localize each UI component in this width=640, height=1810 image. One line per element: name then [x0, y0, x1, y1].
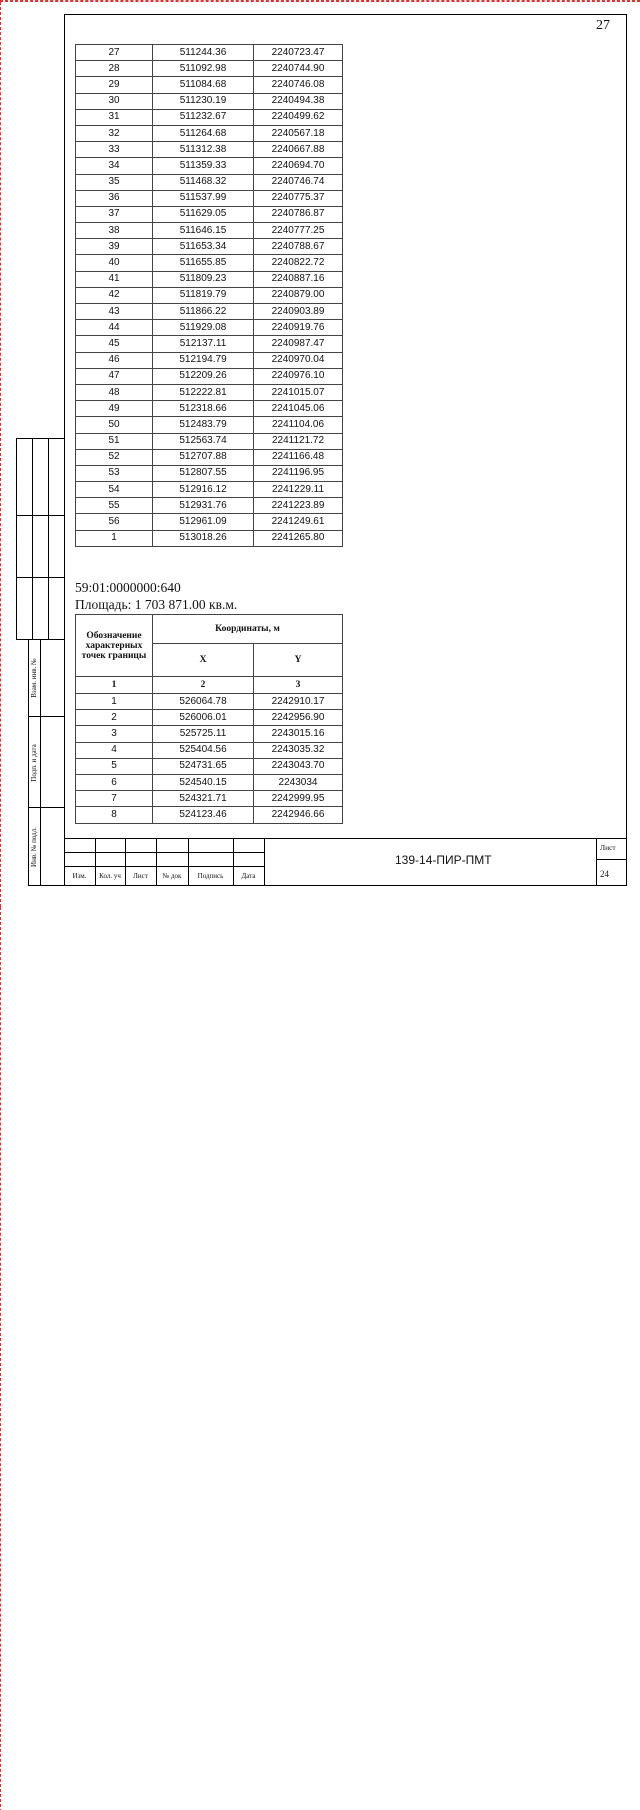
point-number: 49 — [76, 401, 153, 417]
coordinates-table — [75, 614, 343, 824]
coord-y: 2241166.48 — [254, 449, 343, 465]
coord-y: 2240723.47 — [254, 45, 343, 61]
header-x: X — [153, 644, 254, 677]
table-row — [76, 530, 343, 546]
parcel-cadastral-number: 59:01:0000000:640 — [75, 580, 181, 595]
coord-x: 512807.55 — [153, 465, 254, 481]
point-number: 47 — [76, 368, 153, 384]
col-podpis: Подпись — [197, 872, 224, 880]
point-number: 6 — [76, 774, 153, 790]
coord-x: 512222.81 — [153, 384, 254, 400]
coord-y: 2243034 — [254, 774, 343, 790]
coord-y: 2240775.37 — [254, 190, 343, 206]
coord-y: 2240777.25 — [254, 223, 343, 239]
document-code: 139-14-ПИР-ПМТ — [395, 853, 492, 867]
coord-x: 511653.34 — [153, 239, 254, 255]
point-number: 2 — [76, 710, 153, 726]
col-izm: Изм. — [72, 872, 87, 880]
point-number: 56 — [76, 514, 153, 530]
coord-y: 2240822.72 — [254, 255, 343, 271]
coord-x: 511092.98 — [153, 61, 254, 77]
coord-x: 513018.26 — [153, 530, 254, 546]
coord-y: 2241045.06 — [254, 401, 343, 417]
title-block — [64, 838, 627, 886]
coordinates-table-continued — [75, 44, 343, 547]
coord-y: 2241249.61 — [254, 514, 343, 530]
table-row — [76, 710, 343, 726]
point-number: 55 — [76, 498, 153, 514]
coord-y: 2240879.00 — [254, 287, 343, 303]
coord-x: 511084.68 — [153, 77, 254, 93]
coord-x: 512209.26 — [153, 368, 254, 384]
col-n-dok: № док — [162, 872, 182, 880]
coord-x: 512137.11 — [153, 336, 254, 352]
coord-x: 512961.09 — [153, 514, 254, 530]
coord-x: 511866.22 — [153, 304, 254, 320]
point-number: 38 — [76, 223, 153, 239]
point-number: 50 — [76, 417, 153, 433]
coord-x: 511232.67 — [153, 109, 254, 125]
coord-x: 512483.79 — [153, 417, 254, 433]
coord-y: 2240746.08 — [254, 77, 343, 93]
coord-y: 2240970.04 — [254, 352, 343, 368]
point-number: 43 — [76, 304, 153, 320]
point-number: 45 — [76, 336, 153, 352]
coord-y: 2242946.66 — [254, 807, 343, 823]
table-row — [76, 142, 343, 158]
coord-y: 2241223.89 — [254, 498, 343, 514]
cut-line-left — [0, 2, 1, 907]
table-row — [76, 368, 343, 384]
coord-y: 2240494.38 — [254, 93, 343, 109]
table-row — [76, 206, 343, 222]
coord-x: 524540.15 — [153, 774, 254, 790]
table-row — [76, 45, 343, 61]
coord-x: 512318.66 — [153, 401, 254, 417]
coord-x: 512707.88 — [153, 449, 254, 465]
coord-x: 526064.78 — [153, 694, 254, 710]
point-number: 54 — [76, 482, 153, 498]
coord-y: 2240744.90 — [254, 61, 343, 77]
coord-y: 2241196.95 — [254, 465, 343, 481]
table-row — [76, 271, 343, 287]
table-row — [76, 336, 343, 352]
table-row — [76, 433, 343, 449]
table-row — [76, 514, 343, 530]
coord-y: 2242956.90 — [254, 710, 343, 726]
table-row — [76, 190, 343, 206]
coord-y: 2243043.70 — [254, 758, 343, 774]
coord-y: 2242999.95 — [254, 791, 343, 807]
coord-x: 511244.36 — [153, 45, 254, 61]
table-row — [76, 61, 343, 77]
col-kol-uch: Кол. уч — [99, 872, 121, 880]
table-row — [76, 807, 343, 823]
coord-y: 2241265.80 — [254, 530, 343, 546]
point-number: 37 — [76, 206, 153, 222]
table-row — [76, 465, 343, 481]
table-row — [76, 742, 343, 758]
point-number: 4 — [76, 742, 153, 758]
point-number: 1 — [76, 530, 153, 546]
table-row — [76, 255, 343, 271]
coord-x: 511646.15 — [153, 223, 254, 239]
table-row — [76, 726, 343, 742]
point-number: 5 — [76, 758, 153, 774]
table-row — [76, 482, 343, 498]
table-row — [76, 174, 343, 190]
page-number: 27 — [596, 18, 610, 33]
table-row — [76, 223, 343, 239]
coord-y: 2240499.62 — [254, 109, 343, 125]
coord-x: 512563.74 — [153, 433, 254, 449]
point-number: 27 — [76, 45, 153, 61]
cut-line-bottom — [0, 1, 640, 2]
header-point-designation: Обозначение характерных точек границы — [76, 615, 153, 677]
coord-x: 511629.05 — [153, 206, 254, 222]
coord-x: 511312.38 — [153, 142, 254, 158]
point-number: 32 — [76, 125, 153, 141]
table-row — [76, 320, 343, 336]
table-row — [76, 304, 343, 320]
table-row — [76, 239, 343, 255]
coord-x: 512931.76 — [153, 498, 254, 514]
label-podp-data: Подп. и дата — [30, 744, 38, 782]
point-number: 29 — [76, 77, 153, 93]
coord-y: 2240746.74 — [254, 174, 343, 190]
point-number: 53 — [76, 465, 153, 481]
point-number: 31 — [76, 109, 153, 125]
point-number: 1 — [76, 694, 153, 710]
point-number: 51 — [76, 433, 153, 449]
coord-y: 2240887.16 — [254, 271, 343, 287]
coord-y: 2240976.10 — [254, 368, 343, 384]
point-number: 30 — [76, 93, 153, 109]
table-row — [76, 498, 343, 514]
table-row — [76, 417, 343, 433]
table-row — [76, 109, 343, 125]
coord-x: 524731.65 — [153, 758, 254, 774]
coord-x: 525725.11 — [153, 726, 254, 742]
coord-y: 2243035.32 — [254, 742, 343, 758]
table-row — [76, 93, 343, 109]
point-number: 34 — [76, 158, 153, 174]
point-number: 3 — [76, 726, 153, 742]
sheet-number: 24 — [600, 869, 609, 879]
label-inv-podl: Инв. № подл. — [30, 827, 38, 867]
point-number: 33 — [76, 142, 153, 158]
table-row — [76, 77, 343, 93]
table-row — [76, 694, 343, 710]
table-row — [76, 791, 343, 807]
coord-x: 512916.12 — [153, 482, 254, 498]
table-row — [76, 401, 343, 417]
coord-x: 524123.46 — [153, 807, 254, 823]
col-list: Лист — [133, 872, 148, 880]
point-number: 41 — [76, 271, 153, 287]
table-row — [76, 384, 343, 400]
point-number: 44 — [76, 320, 153, 336]
coord-x: 511929.08 — [153, 320, 254, 336]
header-coordinates: Координаты, м — [153, 615, 343, 644]
coord-x: 511819.79 — [153, 287, 254, 303]
point-number: 39 — [76, 239, 153, 255]
point-number: 46 — [76, 352, 153, 368]
coord-y: 2240903.89 — [254, 304, 343, 320]
coord-x: 511264.68 — [153, 125, 254, 141]
cut-line-right — [0, 907, 1, 1810]
point-number: 36 — [76, 190, 153, 206]
coord-y: 2240919.76 — [254, 320, 343, 336]
point-number: 48 — [76, 384, 153, 400]
table-row — [76, 125, 343, 141]
table-row — [76, 287, 343, 303]
sheet-label: Лист — [600, 843, 616, 852]
coord-x: 511468.32 — [153, 174, 254, 190]
coord-x: 524321.71 — [153, 791, 254, 807]
coord-y: 2240788.67 — [254, 239, 343, 255]
table-row — [76, 158, 343, 174]
coord-x: 511359.33 — [153, 158, 254, 174]
col-data: Дата — [241, 872, 256, 880]
point-number: 7 — [76, 791, 153, 807]
col-num-2: 2 — [153, 677, 254, 694]
label-vzam-inv: Взам. инв. № — [30, 658, 38, 698]
coord-y: 2240987.47 — [254, 336, 343, 352]
point-number: 28 — [76, 61, 153, 77]
coord-y: 2242910.17 — [254, 694, 343, 710]
coord-y: 2241229.11 — [254, 482, 343, 498]
header-y: Y — [254, 644, 343, 677]
table-row — [76, 774, 343, 790]
point-number: 52 — [76, 449, 153, 465]
coord-y: 2240667.88 — [254, 142, 343, 158]
coord-x: 511809.23 — [153, 271, 254, 287]
table-row — [76, 352, 343, 368]
coord-y: 2241104.06 — [254, 417, 343, 433]
coord-y: 2240694.70 — [254, 158, 343, 174]
coord-y: 2241121.72 — [254, 433, 343, 449]
coord-x: 511537.99 — [153, 190, 254, 206]
coord-y: 2241015.07 — [254, 384, 343, 400]
coord-x: 512194.79 — [153, 352, 254, 368]
point-number: 42 — [76, 287, 153, 303]
point-number: 8 — [76, 807, 153, 823]
coord-y: 2240567.18 — [254, 125, 343, 141]
col-num-3: 3 — [254, 677, 343, 694]
col-num-1: 1 — [76, 677, 153, 694]
table-row — [76, 758, 343, 774]
parcel-area: Площадь: 1 703 871.00 кв.м. — [75, 597, 238, 612]
point-number: 35 — [76, 174, 153, 190]
point-number: 40 — [76, 255, 153, 271]
coord-x: 511655.85 — [153, 255, 254, 271]
coord-x: 526006.01 — [153, 710, 254, 726]
coord-x: 511230.19 — [153, 93, 254, 109]
coord-y: 2240786.87 — [254, 206, 343, 222]
coord-x: 525404.56 — [153, 742, 254, 758]
table-row — [76, 449, 343, 465]
coord-y: 2243015.16 — [254, 726, 343, 742]
